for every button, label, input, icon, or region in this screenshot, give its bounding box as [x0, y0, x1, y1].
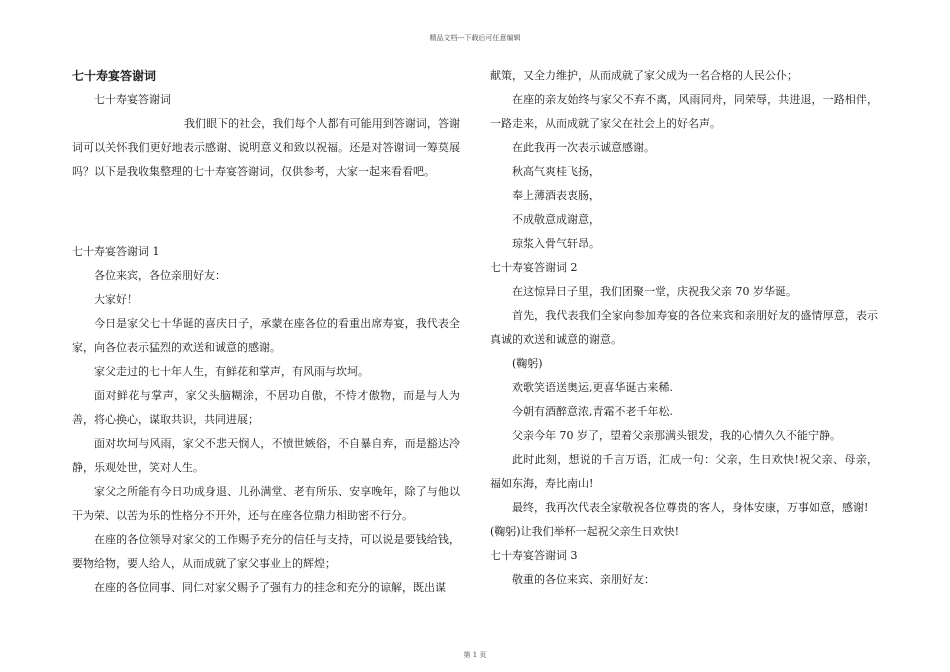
- blank-space: [72, 184, 460, 240]
- page-number: 第 1 页: [463, 651, 487, 659]
- intro-paragraph: 我们眼下的社会，我们每个人都有可能用到答谢词，答谢词可以关怀我们更好地表示感谢、说明意义和致以祝福。还是对答谢词一筹莫展吗？以下是我收集整理的七十寿宴答谢词，仅供参考，大家一起来看看吧。: [72, 117, 460, 178]
- section-heading-1: 七十寿宴答谢词 1: [72, 245, 160, 258]
- paragraph: 敬重的各位来宾、亲朋好友：: [512, 573, 655, 586]
- paragraph: (鞠躬)让我们举杯一起祝父亲生日欢快!: [490, 525, 680, 538]
- paragraph: 最终，我再次代表全家敬祝各位尊贵的客人，身体安康，万事如意，感谢!: [512, 501, 869, 514]
- paragraph: (鞠躬): [512, 357, 543, 370]
- poem-line: 今朝有酒醉意浓,青霜不老千年松.: [512, 405, 673, 418]
- paragraph: 献策，又全力维护，从而成就了家父成为一名合格的人民公仆；: [490, 69, 798, 82]
- section-heading-3: 七十寿宴答谢词 3: [490, 549, 578, 562]
- paragraph: 面对坎坷与风雨，家父不悲天悯人，不愤世嫉俗，不自暴自弃，而是豁达冷静，乐观处世，笑对人生。: [72, 437, 460, 474]
- paragraph: 此时此刻，想说的千言万语，汇成一句：父亲，生日欢快!祝父亲、母亲，福如东海，寿比南山!: [490, 453, 878, 490]
- paragraph: 家父走过的七十年人生，有鲜花和掌声，有风雨与坎坷。: [94, 365, 369, 378]
- paragraph: 在座的各位同事、同仁对家父赐予了强有力的挂念和充分的谅解，既出谋: [94, 581, 446, 594]
- paragraph: 在座的亲友始终与家父不弃不离，风雨同舟，同荣辱，共进退，一路相伴，一路走来，从而成就了家父在社会上的好名声。: [490, 93, 878, 130]
- paragraph: 首先，我代表我们全家向参加寿宴的各位来宾和亲朋好友的盛情厚意，表示真诚的欢送和诚意的谢意。: [490, 309, 878, 346]
- paragraph: 在这惊异日子里，我们团聚一堂，庆祝我父亲 70 岁华诞。: [512, 285, 797, 298]
- paragraph: 今日是家父七十华诞的喜庆日子，承蒙在座各位的看重出席寿宴，我代表全家，向各位表示猛烈的欢送和诚意的感谢。: [72, 317, 460, 354]
- paragraph: 父亲今年 70 岁了，望着父亲那满头银发，我的心情久久不能宁静。: [512, 429, 841, 442]
- subtitle: 七十寿宴答谢词: [94, 93, 171, 106]
- poem-line: 琼浆入骨气轩昂。: [512, 237, 600, 250]
- poem-line: 秋高气爽桂飞扬，: [512, 165, 600, 178]
- section-heading-2: 七十寿宴答谢词 2: [490, 261, 578, 274]
- paragraph: 在此我再一次表示诚意感谢。: [512, 141, 655, 154]
- poem-line: 不成敬意成谢意，: [512, 213, 600, 226]
- page-header: 精品文档---下载后可任意编辑: [429, 34, 521, 42]
- right-column: [490, 64, 878, 592]
- paragraph: 面对鲜花与掌声，家父头脑糊涂，不居功自傲，不恃才傲物，而是与人为善，将心换心，谋取共识，共同进展；: [72, 389, 460, 426]
- paragraph: 在座的各位领导对家父的工作赐予充分的信任与支持，可以说是要钱给钱，要物给物，要人给人，从而成就了家父事业上的辉煌；: [72, 533, 460, 570]
- poem-line: 欢歌笑语送奥运,更喜华诞古来稀.: [512, 381, 673, 394]
- left-column: [72, 64, 460, 600]
- paragraph: 各位来宾，各位亲朋好友：: [94, 269, 226, 282]
- poem-line: 奉上薄酒表衷肠，: [512, 189, 600, 202]
- paragraph: 大家好！: [94, 293, 138, 306]
- paragraph: 家父之所能有今日功成身退、儿孙满堂、老有所乐、安享晚年，除了与他以干为荣、以苦为乐的性格分不开外，还与在座各位鼎力相助密不行分。: [72, 485, 460, 522]
- document-title: 七十寿宴答谢词: [72, 69, 157, 83]
